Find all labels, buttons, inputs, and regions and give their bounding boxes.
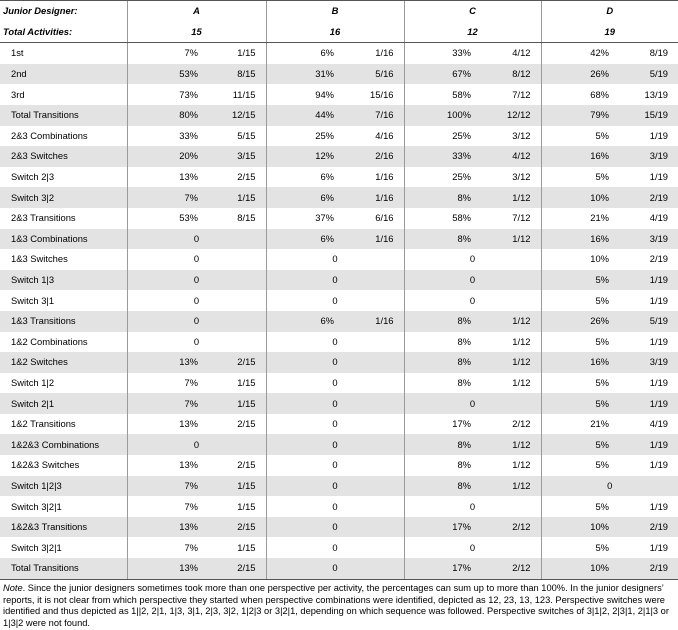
cell-fraction: 1/15 bbox=[237, 500, 256, 512]
row-label: Switch 3|2 bbox=[0, 187, 127, 208]
cell-fraction: 6/16 bbox=[375, 212, 394, 224]
cell-fraction: 1/19 bbox=[649, 500, 668, 512]
cell-percent: 33% bbox=[404, 43, 475, 64]
cell-fraction: 1/19 bbox=[649, 171, 668, 183]
group-c-name: C bbox=[404, 1, 541, 22]
cell-percent: 13% bbox=[127, 167, 202, 188]
cell-percent: 53% bbox=[127, 64, 202, 85]
designer-label: Junior Designer: bbox=[0, 1, 127, 22]
table-row bbox=[0, 332, 678, 353]
cell-fraction: 2/19 bbox=[613, 187, 678, 208]
cell-fraction: 4/19 bbox=[649, 212, 668, 224]
cell-zero: 0 bbox=[404, 270, 541, 291]
cell-zero: 0 bbox=[266, 352, 404, 373]
cell-zero: 0 bbox=[127, 332, 266, 353]
table-row bbox=[0, 270, 678, 291]
cell-fraction: 3/19 bbox=[613, 146, 678, 167]
cell-fraction: 13/19 bbox=[644, 88, 668, 100]
cell-percent: 58% bbox=[404, 208, 475, 229]
table-row bbox=[0, 537, 678, 558]
cell-fraction: 1/15 bbox=[202, 393, 266, 414]
cell-fraction: 3/12 bbox=[512, 129, 531, 141]
cell-zero: 0 bbox=[266, 414, 404, 435]
cell-percent: 8% bbox=[404, 476, 475, 497]
note-prefix: Note bbox=[3, 583, 23, 593]
row-label: 2&3 Transitions bbox=[11, 212, 76, 224]
row-label: 1&2 Transitions bbox=[11, 418, 76, 430]
cell-fraction: 7/16 bbox=[338, 105, 404, 126]
cell-percent: 5% bbox=[541, 373, 613, 394]
cell-percent: 37% bbox=[266, 208, 338, 229]
cell-fraction: 2/15 bbox=[202, 558, 266, 579]
cell-percent: 100% bbox=[404, 105, 475, 126]
group-d-name: D bbox=[541, 1, 678, 22]
cell-fraction: 3/19 bbox=[613, 229, 678, 250]
cell-percent: 17% bbox=[404, 558, 475, 579]
row-label: 3rd bbox=[11, 88, 25, 100]
table-row bbox=[0, 229, 678, 250]
cell-fraction: 1/15 bbox=[237, 376, 256, 388]
row-label: 1&2 Combinations bbox=[11, 335, 88, 347]
cell-fraction: 1/12 bbox=[475, 352, 541, 373]
cell-percent: 13% bbox=[127, 455, 202, 476]
table-row bbox=[0, 414, 678, 435]
cell-zero: 0 bbox=[266, 558, 404, 579]
table-note bbox=[3, 583, 675, 629]
cell-percent: 6% bbox=[266, 229, 338, 250]
cell-percent: 26% bbox=[541, 64, 613, 85]
cell-percent: 21% bbox=[541, 208, 613, 229]
cell-fraction: 2/15 bbox=[202, 517, 266, 538]
group-a-total: 15 bbox=[127, 22, 266, 43]
cell-percent: 7% bbox=[127, 496, 202, 517]
cell-percent: 20% bbox=[127, 146, 202, 167]
table-row bbox=[0, 496, 678, 517]
cell-percent: 5% bbox=[541, 537, 613, 558]
cell-fraction: 8/15 bbox=[237, 212, 256, 224]
cell-fraction: 8/19 bbox=[649, 47, 668, 59]
cell-percent: 10% bbox=[541, 249, 613, 270]
row-label: Switch 2|1 bbox=[0, 393, 127, 414]
table-row bbox=[0, 393, 678, 414]
cell-zero: 0 bbox=[127, 311, 266, 332]
cell-fraction: 1/19 bbox=[649, 129, 668, 141]
cell-fraction: 1/16 bbox=[375, 47, 394, 59]
cell-zero: 0 bbox=[266, 332, 404, 353]
table-row bbox=[0, 455, 678, 476]
cell-zero: 0 bbox=[127, 434, 266, 455]
cell-percent: 5% bbox=[541, 126, 613, 147]
cell-percent: 25% bbox=[404, 126, 475, 147]
cell-percent: 80% bbox=[127, 105, 202, 126]
cell-fraction: 1/12 bbox=[475, 187, 541, 208]
cell-zero: 0 bbox=[266, 270, 404, 291]
table-row bbox=[0, 517, 678, 538]
cell-fraction: 1/15 bbox=[202, 476, 266, 497]
cell-fraction: 4/19 bbox=[649, 418, 668, 430]
cell-fraction: 1/19 bbox=[649, 541, 668, 553]
cell-fraction: 2/19 bbox=[613, 517, 678, 538]
cell-fraction: 12/12 bbox=[475, 105, 541, 126]
cell-percent: 10% bbox=[541, 517, 613, 538]
row-label: 2nd bbox=[0, 64, 127, 85]
cell-percent: 79% bbox=[541, 105, 613, 126]
cell-zero: 0 bbox=[127, 290, 266, 311]
cell-zero: 0 bbox=[266, 393, 404, 414]
cell-percent: 8% bbox=[404, 455, 475, 476]
group-b-total: 16 bbox=[266, 22, 404, 43]
table-row bbox=[0, 105, 678, 126]
cell-percent: 33% bbox=[404, 146, 475, 167]
cell-fraction: 2/15 bbox=[237, 418, 256, 430]
table-row bbox=[0, 146, 678, 167]
table-row bbox=[0, 43, 678, 64]
table-row bbox=[0, 64, 678, 85]
cell-percent: 94% bbox=[266, 84, 338, 105]
cell-fraction: 2/16 bbox=[338, 146, 404, 167]
cell-zero: 0 bbox=[266, 537, 404, 558]
cell-zero: 0 bbox=[127, 229, 266, 250]
cell-percent: 10% bbox=[541, 187, 613, 208]
cell-fraction: 5/19 bbox=[613, 64, 678, 85]
table-row bbox=[0, 249, 678, 270]
cell-percent: 7% bbox=[127, 43, 202, 64]
cell-fraction: 1/12 bbox=[475, 476, 541, 497]
row-label: 1&3 Transitions bbox=[0, 311, 127, 332]
cell-percent: 5% bbox=[541, 455, 613, 476]
cell-percent: 7% bbox=[127, 393, 202, 414]
cell-fraction: 1/15 bbox=[237, 47, 256, 59]
cell-fraction: 1/19 bbox=[649, 459, 668, 471]
cell-fraction: 3/15 bbox=[202, 146, 266, 167]
cell-percent: 8% bbox=[404, 352, 475, 373]
row-label: Switch 3|2|1 bbox=[11, 541, 62, 553]
cell-percent: 5% bbox=[541, 270, 613, 291]
row-label: 1&3 Combinations bbox=[0, 229, 127, 250]
cell-fraction: 1/19 bbox=[649, 376, 668, 388]
group-a-name: A bbox=[127, 1, 266, 22]
row-label: 1&2 Switches bbox=[0, 352, 127, 373]
cell-percent: 31% bbox=[266, 64, 338, 85]
cell-percent: 17% bbox=[404, 517, 475, 538]
cell-percent: 33% bbox=[127, 126, 202, 147]
row-label: Total Transitions bbox=[0, 105, 127, 126]
table-row bbox=[0, 126, 678, 147]
cell-zero: 0 bbox=[266, 290, 404, 311]
cell-fraction: 2/15 bbox=[237, 459, 256, 471]
row-label: 1&2&3 Combinations bbox=[0, 434, 127, 455]
cell-zero: 0 bbox=[404, 537, 541, 558]
cell-percent: 44% bbox=[266, 105, 338, 126]
cell-fraction: 8/15 bbox=[202, 64, 266, 85]
cell-percent: 53% bbox=[127, 208, 202, 229]
cell-zero: 0 bbox=[266, 434, 404, 455]
cell-fraction: 1/19 bbox=[613, 434, 678, 455]
cell-percent: 58% bbox=[404, 84, 475, 105]
cell-fraction: 1/16 bbox=[338, 229, 404, 250]
cell-zero: 0 bbox=[266, 249, 404, 270]
header-row-activities bbox=[0, 22, 678, 43]
cell-percent: 8% bbox=[404, 229, 475, 250]
cell-zero: 0 bbox=[127, 270, 266, 291]
cell-percent: 8% bbox=[404, 187, 475, 208]
cell-percent: 6% bbox=[266, 167, 338, 188]
cell-fraction: 7/12 bbox=[512, 88, 531, 100]
row-label: 1&3 Switches bbox=[11, 253, 68, 265]
cell-percent: 8% bbox=[404, 373, 475, 394]
cell-percent: 21% bbox=[541, 414, 613, 435]
cell-percent: 16% bbox=[541, 229, 613, 250]
cell-percent: 25% bbox=[404, 167, 475, 188]
row-label: Switch 1|2|3 bbox=[0, 476, 127, 497]
cell-fraction: 8/12 bbox=[475, 64, 541, 85]
cell-fraction: 1/19 bbox=[613, 393, 678, 414]
table-row bbox=[0, 208, 678, 229]
cell-fraction: 2/19 bbox=[649, 253, 668, 265]
cell-fraction: 2/12 bbox=[512, 418, 531, 430]
cell-percent: 7% bbox=[127, 537, 202, 558]
table-row bbox=[0, 187, 678, 208]
row-label: Switch 2|3 bbox=[11, 171, 55, 183]
cell-zero: 0 bbox=[266, 373, 404, 394]
cell-fraction: 1/12 bbox=[512, 376, 531, 388]
row-label: 1&2&3 Transitions bbox=[0, 517, 127, 538]
cell-fraction: 4/12 bbox=[512, 47, 531, 59]
cell-fraction: 2/19 bbox=[613, 558, 678, 579]
cell-percent: 8% bbox=[404, 434, 475, 455]
row-label: Switch 3|2|1 bbox=[11, 500, 62, 512]
cell-percent: 13% bbox=[127, 558, 202, 579]
cell-zero: 0 bbox=[404, 496, 541, 517]
row-label: Switch 1|2 bbox=[11, 376, 55, 388]
row-label: Switch 3|1 bbox=[11, 294, 55, 306]
cell-percent: 17% bbox=[404, 414, 475, 435]
cell-zero: 0 bbox=[404, 393, 541, 414]
cell-fraction: 3/12 bbox=[512, 171, 531, 183]
table-row bbox=[0, 290, 678, 311]
cell-zero: 0 bbox=[266, 496, 404, 517]
cell-percent: 8% bbox=[404, 332, 475, 353]
cell-percent: 6% bbox=[266, 43, 338, 64]
table-row bbox=[0, 352, 678, 373]
cell-fraction: 1/12 bbox=[475, 434, 541, 455]
cell-fraction: 3/19 bbox=[613, 352, 678, 373]
group-b-name: B bbox=[266, 1, 404, 22]
cell-fraction: 1/15 bbox=[202, 187, 266, 208]
cell-percent: 67% bbox=[404, 64, 475, 85]
cell-fraction: 2/15 bbox=[237, 171, 256, 183]
cell-fraction: 1/16 bbox=[338, 187, 404, 208]
note-text: . Since the junior designers sometimes took more than one perspective per activity, the percentages can sum up to more than 100%. In the junior designers’ reports, it is not clear from which perspective they started when perspective combinations were identified, depicted as 12, 23, 13, 123. Perspective switches were identified and thus depicted as 1||2, 2|1, 1|3, 3|1, 2|3, 3|2, 1|2|3 or 3|2|1, depending on which sequence was followed. Perspective switches of 3|1|2, 2|3|1, 2|1|3 or 1|3|2 were not found. bbox=[3, 583, 669, 628]
row-label: 1st bbox=[11, 47, 24, 59]
cell-fraction: 1/12 bbox=[475, 311, 541, 332]
cell-fraction: 12/15 bbox=[202, 105, 266, 126]
cell-zero: 0 bbox=[266, 455, 404, 476]
cell-fraction: 1/15 bbox=[237, 541, 256, 553]
cell-zero: 0 bbox=[404, 290, 541, 311]
cell-percent: 68% bbox=[541, 84, 613, 105]
cell-zero: 0 bbox=[266, 476, 404, 497]
cell-percent: 5% bbox=[541, 332, 613, 353]
cell-percent: 12% bbox=[266, 146, 338, 167]
cell-percent: 26% bbox=[541, 311, 613, 332]
cell-percent: 6% bbox=[266, 187, 338, 208]
cell-zero: 0 bbox=[127, 249, 266, 270]
cell-fraction: 5/19 bbox=[613, 311, 678, 332]
table-row bbox=[0, 558, 678, 579]
cell-fraction: 1/19 bbox=[613, 270, 678, 291]
cell-percent: 42% bbox=[541, 43, 613, 64]
cell-percent: 5% bbox=[541, 393, 613, 414]
cell-percent: 13% bbox=[127, 352, 202, 373]
row-label: 1&2&3 Switches bbox=[11, 459, 80, 471]
cell-zero: 0 bbox=[541, 476, 678, 497]
cell-fraction: 4/12 bbox=[475, 146, 541, 167]
row-label: 2&3 Switches bbox=[0, 146, 127, 167]
table-row bbox=[0, 167, 678, 188]
header-row-designer bbox=[0, 1, 678, 22]
cell-zero: 0 bbox=[404, 249, 541, 270]
cell-fraction: 2/15 bbox=[202, 352, 266, 373]
cell-percent: 7% bbox=[127, 373, 202, 394]
cell-fraction: 1/16 bbox=[338, 311, 404, 332]
row-label: Switch 1|3 bbox=[0, 270, 127, 291]
row-label: 2&3 Combinations bbox=[11, 129, 88, 141]
activities-label: Total Activities: bbox=[0, 22, 127, 43]
cell-fraction: 1/12 bbox=[475, 229, 541, 250]
cell-percent: 16% bbox=[541, 146, 613, 167]
cell-fraction: 1/12 bbox=[512, 459, 531, 471]
group-d-total: 19 bbox=[541, 22, 678, 43]
cell-percent: 13% bbox=[127, 414, 202, 435]
cell-fraction: 11/15 bbox=[232, 88, 256, 100]
group-c-total: 12 bbox=[404, 22, 541, 43]
cell-percent: 6% bbox=[266, 311, 338, 332]
cell-percent: 13% bbox=[127, 517, 202, 538]
cell-percent: 16% bbox=[541, 352, 613, 373]
cell-percent: 7% bbox=[127, 187, 202, 208]
cell-fraction: 7/12 bbox=[512, 212, 531, 224]
cell-fraction: 1/16 bbox=[375, 171, 394, 183]
cell-percent: 5% bbox=[541, 434, 613, 455]
cell-percent: 10% bbox=[541, 558, 613, 579]
cell-percent: 5% bbox=[541, 167, 613, 188]
cell-fraction: 15/16 bbox=[370, 88, 394, 100]
cell-fraction: 15/19 bbox=[613, 105, 678, 126]
cell-fraction: 1/19 bbox=[649, 294, 668, 306]
cell-percent: 5% bbox=[541, 290, 613, 311]
table-row bbox=[0, 434, 678, 455]
cell-percent: 7% bbox=[127, 476, 202, 497]
cell-fraction: 1/12 bbox=[512, 335, 531, 347]
cell-percent: 8% bbox=[404, 311, 475, 332]
row-label: Total Transitions bbox=[0, 558, 127, 579]
cell-zero: 0 bbox=[266, 517, 404, 538]
cell-fraction: 2/12 bbox=[475, 558, 541, 579]
table-row bbox=[0, 476, 678, 497]
cell-percent: 5% bbox=[541, 496, 613, 517]
table-row bbox=[0, 311, 678, 332]
cell-fraction: 4/16 bbox=[375, 129, 394, 141]
cell-percent: 25% bbox=[266, 126, 338, 147]
table-row bbox=[0, 373, 678, 394]
cell-fraction: 2/12 bbox=[475, 517, 541, 538]
cell-fraction: 1/19 bbox=[649, 335, 668, 347]
cell-fraction: 5/15 bbox=[237, 129, 256, 141]
table-row bbox=[0, 84, 678, 105]
cell-fraction: 5/16 bbox=[338, 64, 404, 85]
cell-percent: 73% bbox=[127, 84, 202, 105]
